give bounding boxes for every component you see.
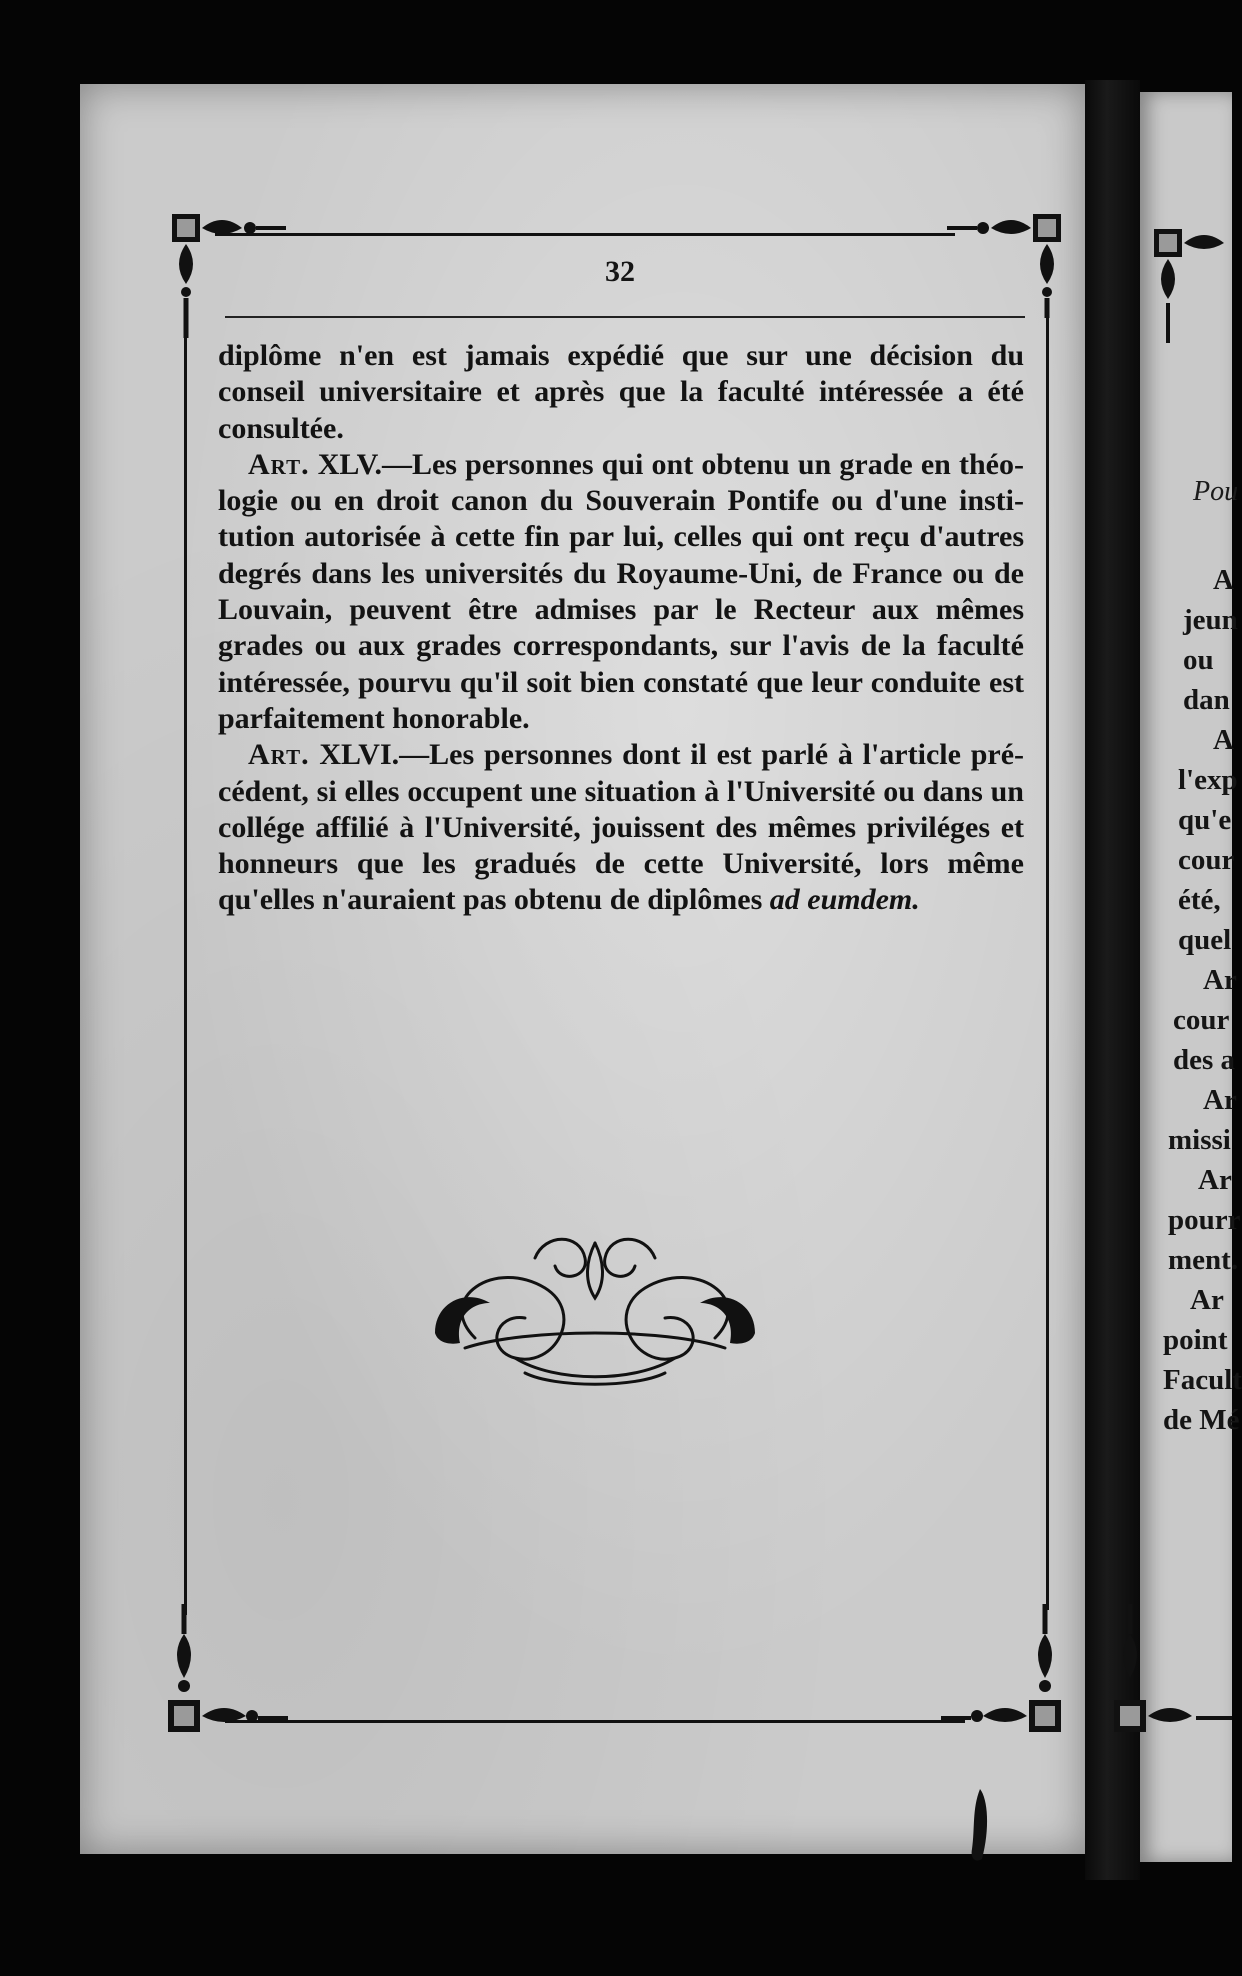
text-line: tution autorisée à cette fin par lui, celles qui ont reçu d'autres [218,520,1024,554]
text-line: parfaitement honorable. [218,701,530,735]
frame-left-rule [184,335,187,1615]
bottom-right-corner-ornament [935,1600,1065,1740]
fragment-line: ou [1183,644,1214,676]
article-label: Art. [248,447,310,481]
facing-page-bottom-ornament [1110,1600,1232,1740]
fragment-line: cour [1178,844,1235,876]
ink-blot [960,1785,1000,1865]
frame-right-rule [1046,300,1049,1610]
fragment-line: été, [1178,884,1221,916]
body-text [218,338,1024,919]
fragment-line: jeun [1183,604,1238,636]
facing-page-corner-ornament [1148,225,1232,355]
fragment-line: ment. [1168,1244,1239,1276]
text-line: intéressée, pourvu qu'il soit bien constaté que leur conduite est [218,665,1024,699]
text-line: grades ou aux grades correspondants, sur l'avis de la faculté [218,629,1024,663]
fragment-line: dan [1183,684,1230,716]
fragment-line: Ar [1203,964,1237,996]
text-line: Les personnes qui ont obtenu un grade en théo- [411,447,1024,481]
fragment-line: Ar [1198,1164,1232,1196]
fragment-line: Ar [1190,1284,1224,1316]
text-line: Louvain, peuvent être admises par le Recteur aux mêmes [218,593,1024,627]
fragment-line: point [1163,1324,1228,1356]
text-line: degrés dans les universités du Royaume-Uni, de France ou de [218,556,1024,590]
article-label: Art. [248,738,310,772]
top-right-corner-ornament [945,212,1065,352]
fragment-line: cour [1173,1004,1230,1036]
fragment-line: qu'e [1178,804,1232,836]
fragment-line: A [1213,724,1234,756]
fragment-line: l'exp [1178,764,1238,796]
bottom-left-corner-ornament [158,1600,288,1740]
article-number: XLVI.— [319,738,430,772]
article-number: XLV.— [317,447,412,481]
text-line: et honneurs que les gradués de cette Université, lors même [218,810,1024,881]
frame-bottom-rule [225,1720,965,1723]
text-line: conseil universitaire et après que la faculté intéressée a été [218,375,1024,409]
fragment-line: quel [1178,924,1232,956]
facing-page-text-fragments [1158,560,1242,1440]
header-rule [225,316,1025,318]
fragment-line: pourr [1168,1204,1241,1236]
frame-top-rule [215,233,955,236]
text-line: qu'elles n'auraient pas obtenu de diplômes [218,883,763,917]
fragment-line: missi [1168,1124,1231,1156]
fragment-line: Ar [1203,1084,1237,1116]
page-number: 32 [605,255,635,288]
text-line: un collége affilié à l'Université, jouissent des mêmes priviléges [218,774,1024,844]
calligraphic-flourish-ornament [405,1228,785,1398]
text-line: consultée. [218,411,344,445]
text-line: cédent, si elles occupent une situation à l'Université ou dans [218,774,983,808]
paragraph-article-xlvi [218,737,1024,918]
paragraph-continuation [218,338,1024,447]
fragment-line: Facult [1163,1364,1242,1396]
facing-page-heading-fragment: Pou [1193,476,1239,507]
text-line: logie ou en droit canon du Souverain Pontife ou d'une insti- [218,484,1024,518]
fragment-line: des a [1173,1044,1236,1076]
top-left-corner-ornament [170,212,290,352]
paragraph-article-xlv [218,447,1024,737]
fragment-line: de Mé [1163,1404,1240,1436]
text-line: Les personnes dont il est parlé à l'article pré- [429,738,1024,772]
fragment-line: A [1213,564,1234,596]
italic-phrase: ad eumdem. [769,883,920,917]
text-line: diplôme n'en est jamais expédié que sur une décision du [218,339,1024,372]
